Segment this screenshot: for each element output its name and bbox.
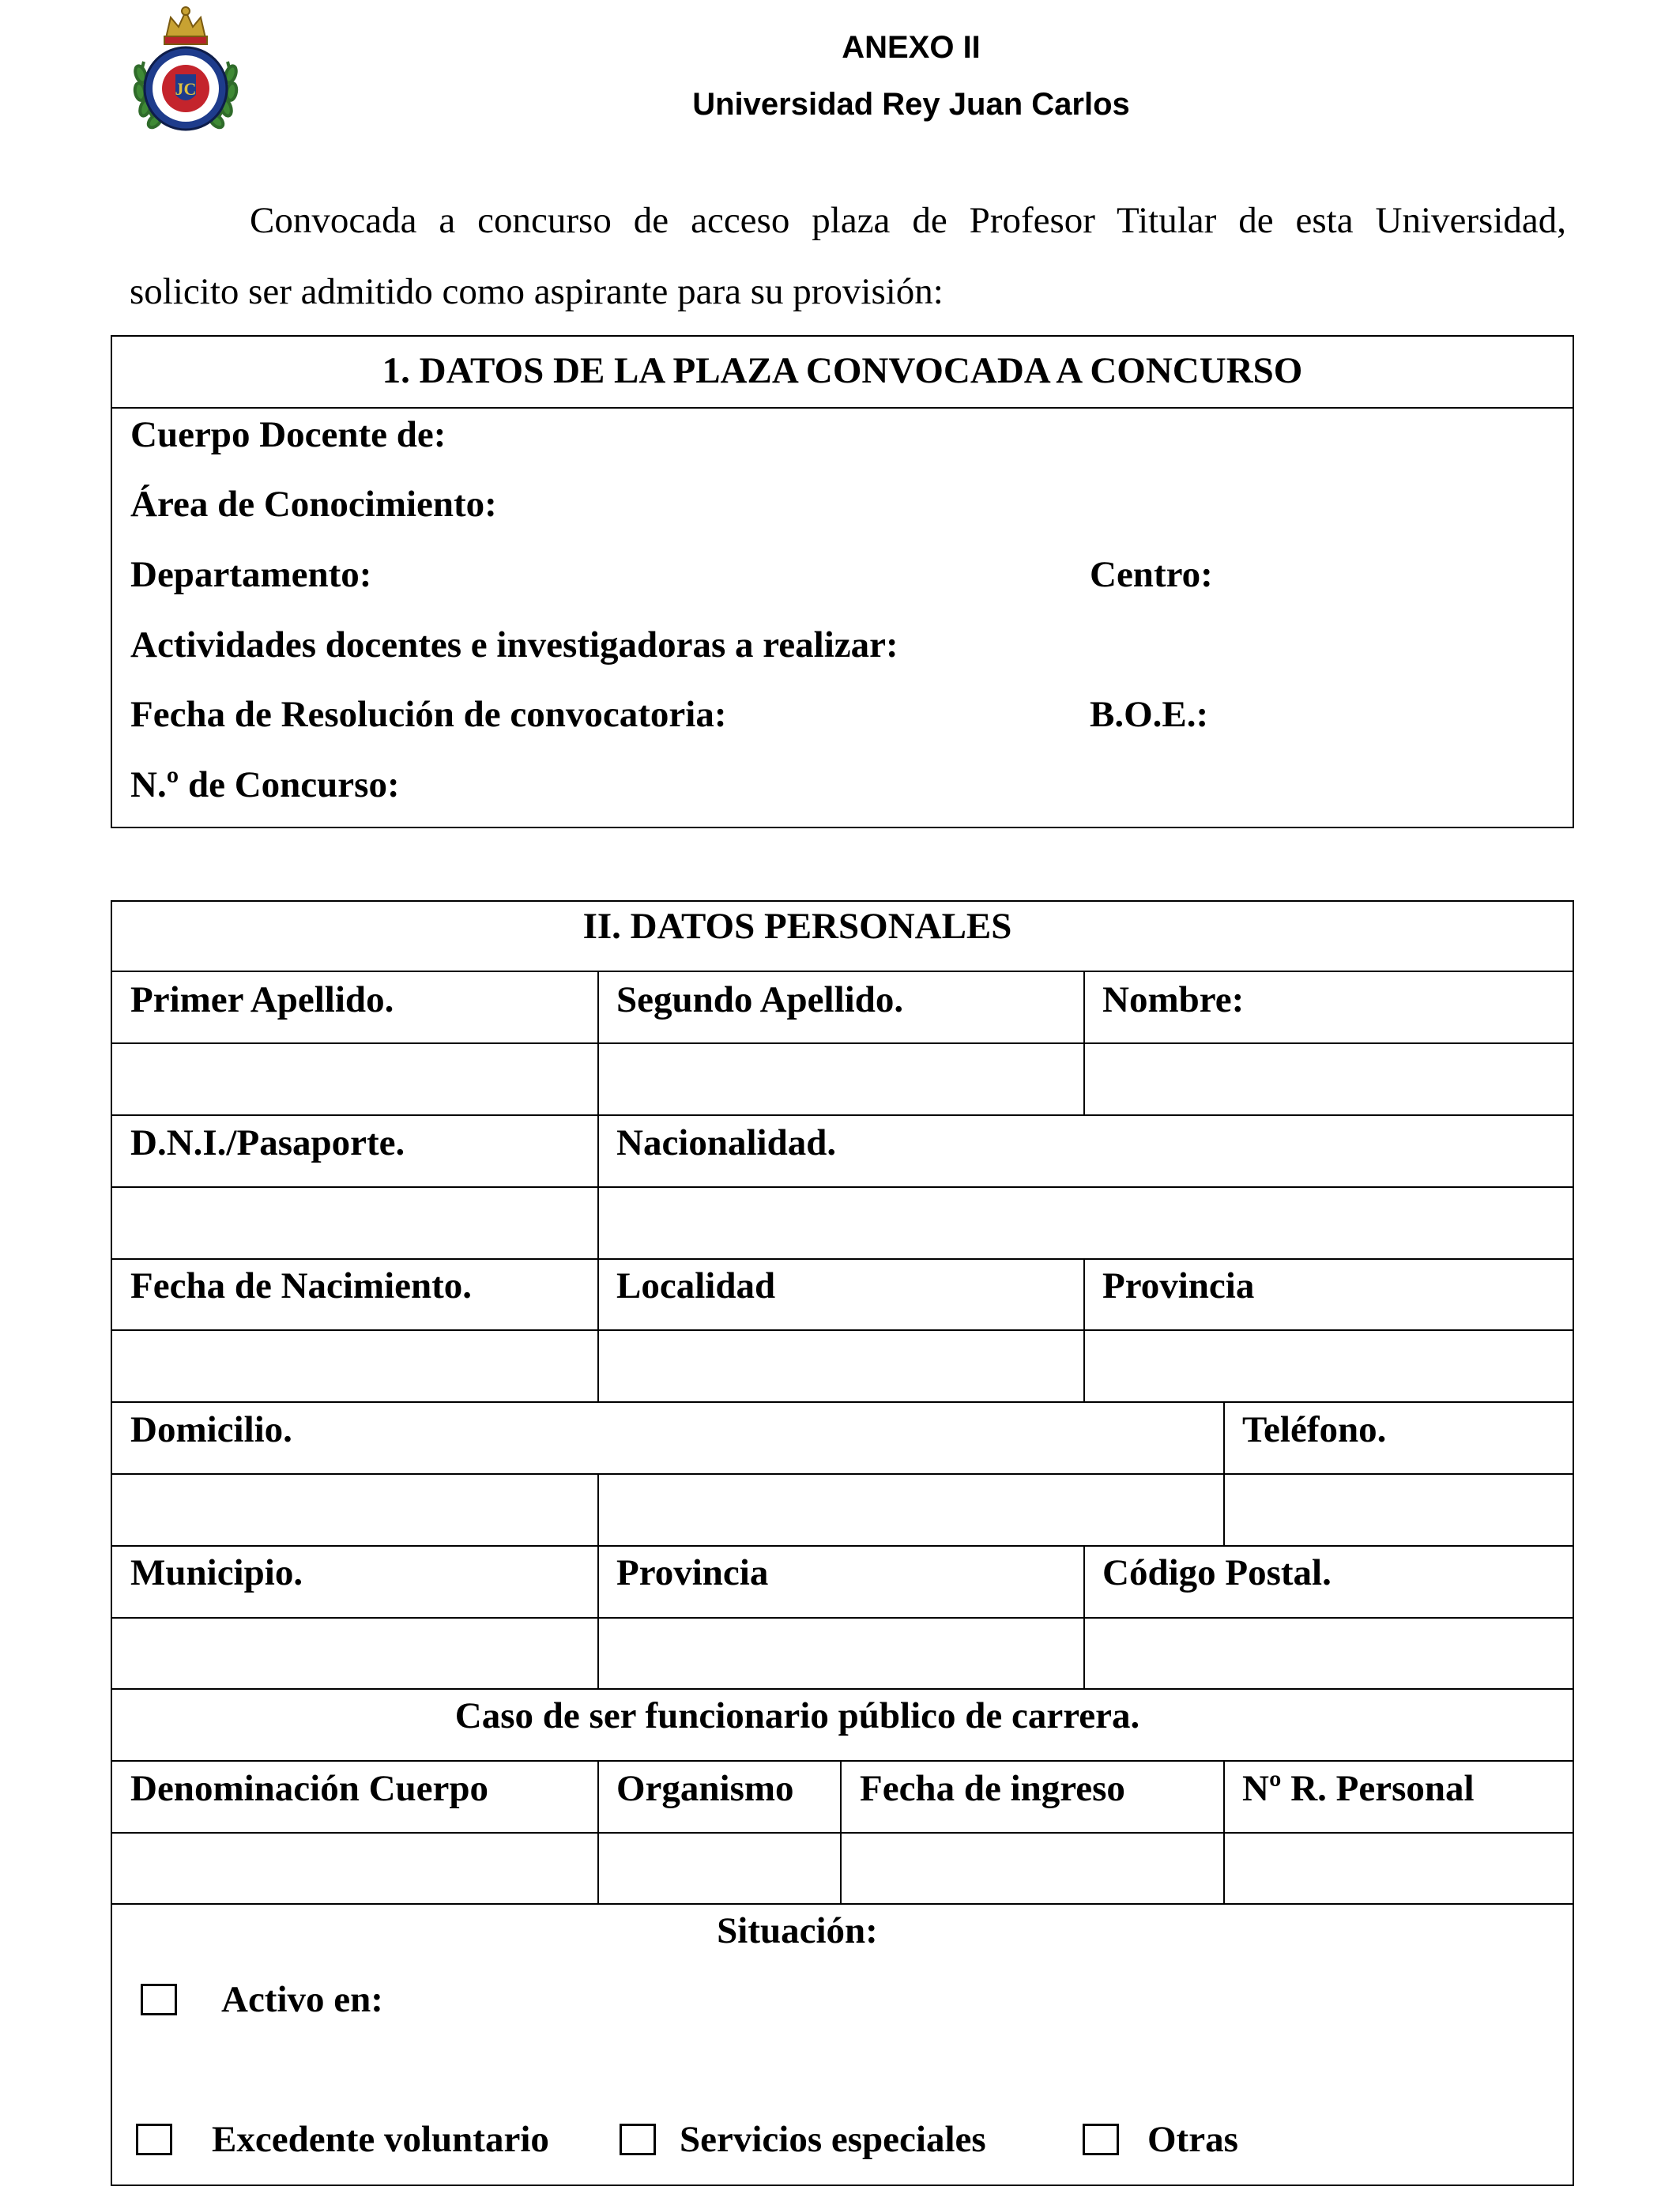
codigo-postal-label: Código Postal.: [1102, 1552, 1332, 1593]
boe-label: B.O.E.:: [1090, 694, 1209, 735]
servicios-especiales-checkbox[interactable]: [620, 2124, 656, 2155]
servicios-especiales-label: Servicios especiales: [680, 2119, 986, 2160]
excedente-checkbox[interactable]: [136, 2124, 172, 2155]
situacion-label: Situación:: [717, 1910, 878, 1951]
excedente-label: Excedente voluntario: [212, 2119, 549, 2160]
university-name: Universidad Rey Juan Carlos: [692, 87, 1130, 122]
funcionario-title: Caso de ser funcionario público de carrera.: [454, 1695, 1140, 1736]
telefono-label: Teléfono.: [1242, 1409, 1387, 1450]
fecha-nacimiento-label: Fecha de Nacimiento.: [130, 1265, 473, 1306]
centro-label: Centro:: [1090, 554, 1213, 595]
section-2-title: II. DATOS PERSONALES: [582, 906, 1012, 947]
nombre-label: Nombre:: [1102, 979, 1245, 1020]
segundo-apellido-label: Segundo Apellido.: [616, 979, 904, 1020]
nacionalidad-label: Nacionalidad.: [616, 1122, 837, 1163]
numero-concurso-label: N.º de Concurso:: [130, 764, 400, 805]
intro-line-2: solicito ser admitido como aspirante para su provisión:: [130, 271, 944, 312]
provincia-domicilio-label: Provincia: [616, 1552, 769, 1593]
activo-checkbox[interactable]: [141, 1984, 177, 2015]
cuerpo-docente-label: Cuerpo Docente de:: [130, 414, 446, 455]
departamento-label: Departamento:: [130, 554, 372, 595]
otras-checkbox[interactable]: [1083, 2124, 1119, 2155]
annex-title: ANEXO II: [842, 30, 981, 65]
activo-label: Activo en:: [221, 1979, 383, 2020]
actividades-label: Actividades docentes e investigadoras a realizar:: [130, 624, 898, 665]
nr-personal-label: Nº R. Personal: [1242, 1768, 1475, 1809]
primer-apellido-label: Primer Apellido.: [130, 979, 394, 1020]
municipio-label: Municipio.: [130, 1552, 303, 1593]
domicilio-label: Domicilio.: [130, 1409, 292, 1450]
localidad-label: Localidad: [616, 1265, 776, 1306]
fecha-ingreso-label: Fecha de ingreso: [860, 1768, 1125, 1809]
area-conocimiento-label: Área de Conocimiento:: [130, 484, 497, 525]
intro-text-1: Convocada a concurso de acceso plaza de Profesor Titular de esta Universidad,: [250, 200, 1566, 241]
section-1-title: 1. DATOS DE LA PLAZA CONVOCADA A CONCURSO: [382, 350, 1303, 391]
intro-line-1: [130, 202, 1566, 239]
otras-label: Otras: [1147, 2119, 1238, 2160]
organismo-label: Organismo: [616, 1768, 794, 1809]
fecha-resolucion-label: Fecha de Resolución de convocatoria:: [130, 694, 727, 735]
dni-label: D.N.I./Pasaporte.: [130, 1122, 405, 1163]
provincia-nacimiento-label: Provincia: [1102, 1265, 1255, 1306]
svg-text:JC: JC: [175, 79, 197, 99]
denominacion-cuerpo-label: Denominación Cuerpo: [130, 1768, 489, 1809]
